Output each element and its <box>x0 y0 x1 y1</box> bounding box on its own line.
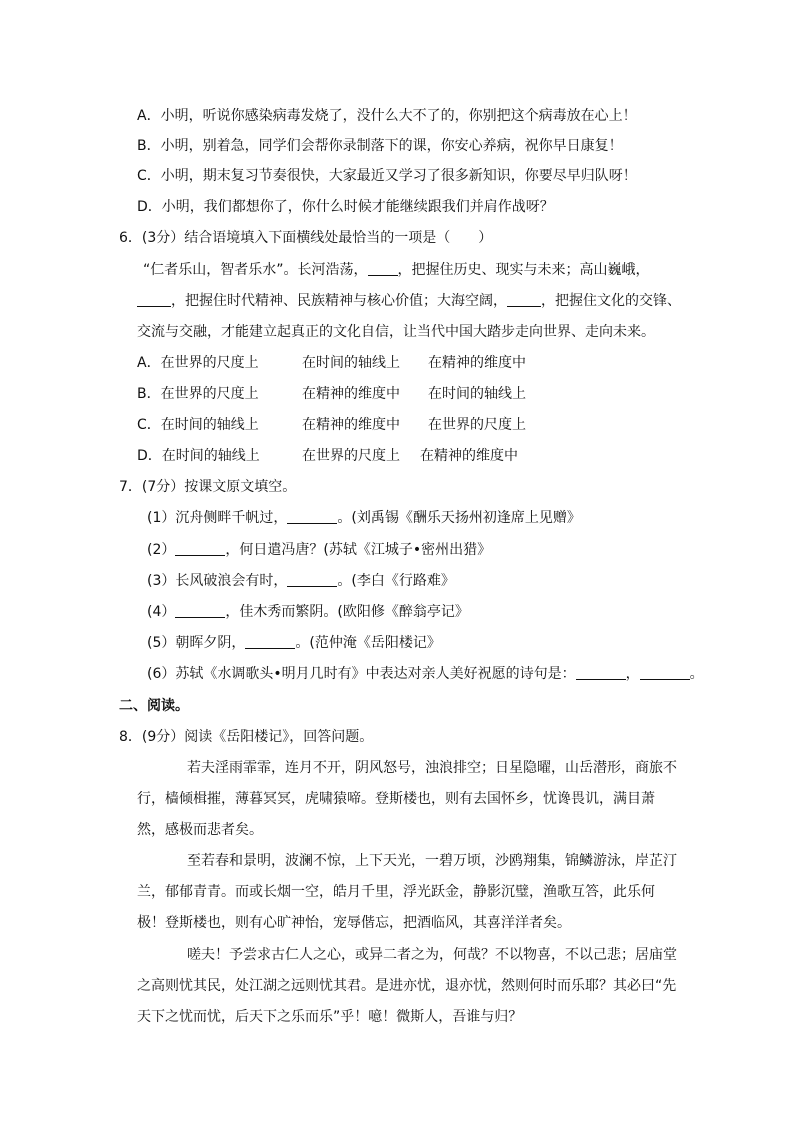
q8-stem: 8．(9分）阅读《岳阳楼记》，回答问题。 <box>119 729 374 745</box>
q5-option-a: A．小明，听说你感染病毒发烧了，没什么大不了的，你别把这个病毒放在心上！ <box>137 108 637 124</box>
q6-option-c-1: C．在时间的轴线上 <box>137 417 259 433</box>
q5-option-c: C．小明，期末复习节奏很快，大家最近又学习了很多新知识，你要尽早归队呀！ <box>137 168 637 184</box>
q6-blank-1 <box>368 261 398 276</box>
q6-blank-3 <box>507 292 541 307</box>
q7-blank-4 <box>175 603 225 618</box>
q6-option-d-2: 在世界的尺度上 <box>302 448 400 464</box>
q6-option-a-1: A．在世界的尺度上 <box>137 355 259 371</box>
q6-option-b-1: B．在世界的尺度上 <box>137 386 259 402</box>
q6-option-a-2: 在时间的轴线上 <box>302 355 400 371</box>
q7-blank-6b <box>640 665 690 680</box>
q6-option-c-2: 在精神的维度中 <box>302 417 400 433</box>
q6-passage-line1: “仁者乐山，智者乐水”。长河浩荡， ，把握住历史、现实与未来；高山巍峨， <box>143 262 650 278</box>
q6-option-b-2: 在精神的维度中 <box>302 386 400 402</box>
q7-item-6: (6）苏轼《水调歌头•明月几时有》中表达对亲人美好祝愿的诗句是： ， 。 <box>147 666 704 682</box>
q6-passage-line2: ，把握住时代精神、民族精神与核心价值；大海空阔， ，把握住文化的交锋、 <box>137 291 681 311</box>
q5-option-d: D．小明，我们都想你了，你什么时候才能继续跟我们并肩作战呀？ <box>137 199 554 215</box>
q7-item-5: (5）朝晖夕阴， 。(范仲淹《岳阳楼记》 <box>147 635 441 651</box>
q6-blank-2 <box>137 292 171 307</box>
q8-paragraph-2: 至若春和景明，波澜不惊，上下天光，一碧万顷，沙鸥翔集，锦鳞游泳，岸芷汀兰，郁郁青青。而或长烟一空，皓月千里，浮光跃金，静影沉璧，渔歌互答，此乐何极！登斯楼也，则有心旷神怡，宠辱偕忘，把酒临风，其喜洋洋者矣。 <box>137 853 677 931</box>
q6-passage-line3: 交流与交融，才能建立起真正的文化自信，让当代中国大踏步走向世界、走向未来。 <box>137 324 655 340</box>
q8-paragraph-1: 若夫淫雨霏霏，连月不开，阴风怒号，浊浪排空；日星隐曜，山岳潜形，商旅不行，樯倾楫摧，薄暮冥冥，虎啸猿啼。登斯楼也，则有去国怀乡，忧谗畏讥，满目萧然，感极而悲者矣。 <box>137 760 677 838</box>
section-2-heading: 二、阅读。 <box>119 698 189 714</box>
q7-item-4: (4） ，佳木秀而繁阴。(欧阳修《醉翁亭记》 <box>147 604 469 620</box>
q7-blank-1 <box>287 509 337 524</box>
q7-blank-5 <box>245 634 295 649</box>
q7-item-1: (1）沉舟侧畔千帆过， 。(刘禹锡《酬乐天扬州初逢席上见赠》 <box>147 510 581 526</box>
q5-option-b: B．小明，别着急，同学们会帮你录制落下的课，你安心养病，祝你早日康复！ <box>137 138 623 154</box>
q7-blank-2 <box>175 541 225 556</box>
q6-option-d-1: D．在时间的轴线上 <box>137 448 260 464</box>
q7-item-3: (3）长风破浪会有时， 。(李白《行路难》 <box>147 573 455 589</box>
q6-option-c-3: 在世界的尺度上 <box>428 417 526 433</box>
q7-stem: 7．(7分）按课文原文填空。 <box>119 479 297 495</box>
q6-option-d-3: 在精神的维度中 <box>420 448 518 464</box>
q7-blank-6a <box>576 665 626 680</box>
q7-blank-3 <box>287 572 337 587</box>
q6-stem: 6．(3分）结合语境填入下面横线处最恰当的一项是（ ） <box>119 230 493 246</box>
q6-option-a-3: 在精神的维度中 <box>428 355 526 371</box>
q6-option-b-3: 在时间的轴线上 <box>428 386 526 402</box>
q8-paragraph-3: 嗟夫！予尝求古仁人之心，或异二者之为，何哉？不以物喜，不以己悲；居庙堂之高则忧其民，处江湖之远则忧其君。是进亦忧，退亦忧，然则何时而乐耶？其必曰“先天下之忧而忧，后天下之乐而乐”乎！噫！微斯人，吾谁与归？ <box>137 947 677 1025</box>
q7-item-2: (2） ，何日遣冯唐？(苏轼《江城子•密州出猎》 <box>147 542 492 558</box>
